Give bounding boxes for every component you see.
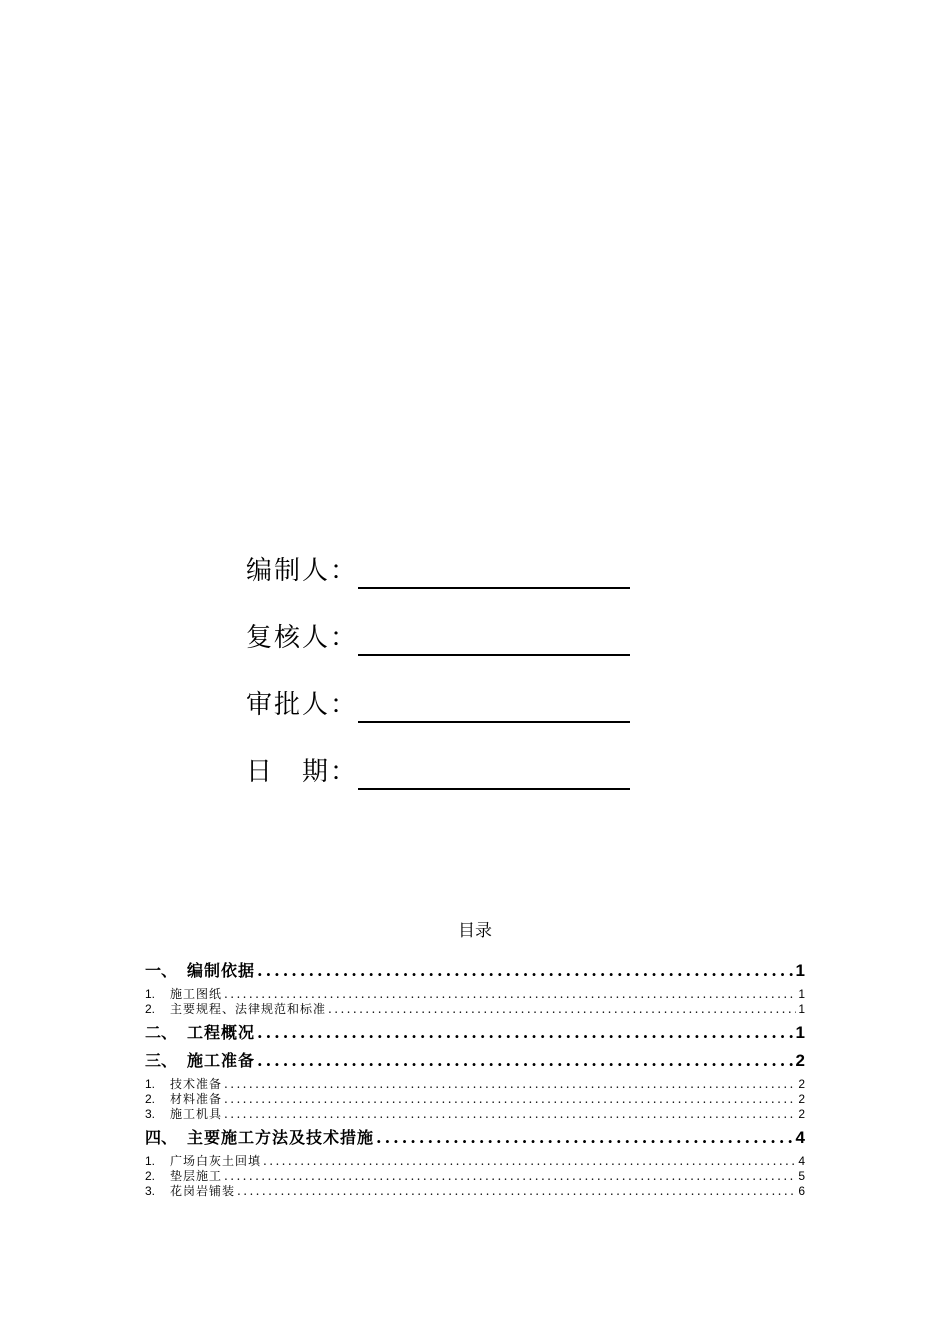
toc-item[interactable]: [145, 1169, 805, 1184]
toc-item-title: 垫层施工: [170, 1169, 223, 1183]
toc-section-4-items: [145, 1154, 805, 1199]
toc-page-number: 2: [795, 1051, 805, 1070]
toc-item-title: 施工机具: [170, 1107, 223, 1121]
toc-section-3-items: [145, 1077, 805, 1122]
toc-section-1[interactable]: [145, 959, 805, 983]
toc-item-title: 花岗岩铺装: [170, 1184, 236, 1198]
compiler-row: [246, 522, 630, 589]
toc-page-number: 6: [798, 1184, 805, 1198]
toc-page-number: 2: [798, 1077, 805, 1091]
toc-leader-dots: [257, 1049, 794, 1073]
reviewer-label: 复核人：: [246, 623, 359, 653]
date-label: 日 期：: [246, 757, 359, 787]
toc-item-title: 材料准备: [170, 1092, 223, 1106]
toc-section-4[interactable]: [145, 1126, 805, 1150]
toc-leader-dots: [224, 1077, 796, 1092]
toc-section-number: 四、: [145, 1128, 178, 1147]
toc-leader-dots: [257, 1021, 794, 1045]
toc-section-number: 二、: [145, 1023, 178, 1042]
toc-item-title: 施工图纸: [170, 987, 223, 1001]
signature-block: [246, 522, 630, 790]
table-of-contents: [145, 955, 805, 1201]
toc-leader-dots: [224, 1107, 796, 1122]
toc-item-number: 1.: [145, 987, 156, 1001]
toc-item[interactable]: [145, 1154, 805, 1169]
toc-item-number: 3.: [145, 1107, 156, 1121]
toc-item-number: 1.: [145, 1154, 156, 1168]
toc-item-number: 3.: [145, 1184, 156, 1198]
toc-page-number: 2: [798, 1092, 805, 1106]
toc-item-title: 技术准备: [170, 1077, 223, 1091]
toc-section-3[interactable]: [145, 1049, 805, 1073]
toc-page-number: 1: [798, 987, 805, 1001]
toc-leader-dots: [224, 1169, 796, 1184]
approver-signature-line: [358, 689, 630, 723]
toc-page-number: 4: [798, 1154, 805, 1168]
toc-section-title: 工程概况: [187, 1023, 256, 1042]
toc-item-number: 2.: [145, 1092, 156, 1106]
date-row: [246, 723, 630, 790]
toc-section-number: 三、: [145, 1051, 178, 1070]
reviewer-signature-line: [358, 622, 630, 656]
toc-item-title: 主要规程、法律规范和标准: [170, 1002, 327, 1016]
toc-item[interactable]: [145, 1107, 805, 1122]
toc-leader-dots: [237, 1184, 796, 1199]
toc-section-1-items: [145, 987, 805, 1017]
toc-page-number: 1: [798, 1002, 805, 1016]
compiler-signature-line: [358, 555, 630, 589]
toc-leader-dots: [263, 1154, 796, 1169]
toc-item-number: 2.: [145, 1002, 156, 1016]
toc-leader-dots: [328, 1002, 796, 1017]
toc-item[interactable]: [145, 987, 805, 1002]
toc-page-number: 2: [798, 1107, 805, 1121]
toc-item[interactable]: [145, 1092, 805, 1107]
approver-row: [246, 656, 630, 723]
toc-section-title: 施工准备: [187, 1051, 256, 1070]
compiler-label: 编制人：: [246, 556, 359, 586]
reviewer-row: [246, 589, 630, 656]
toc-section-title: 编制依据: [187, 961, 256, 980]
toc-item-number: 1.: [145, 1077, 156, 1091]
toc-title: 目录: [458, 921, 492, 941]
toc-leader-dots: [257, 959, 794, 983]
toc-item[interactable]: [145, 1184, 805, 1199]
toc-page-number: 1: [795, 961, 805, 980]
toc-leader-dots: [224, 987, 796, 1002]
toc-item[interactable]: [145, 1077, 805, 1092]
toc-page-number: 1: [795, 1023, 805, 1042]
date-signature-line: [358, 756, 630, 790]
approver-label: 审批人：: [246, 690, 359, 720]
toc-item-number: 2.: [145, 1169, 156, 1183]
toc-section-2[interactable]: [145, 1021, 805, 1045]
toc-section-title: 主要施工方法及技术措施: [187, 1128, 375, 1147]
toc-page-number: 5: [798, 1169, 805, 1183]
toc-leader-dots: [224, 1092, 796, 1107]
toc-section-number: 一、: [145, 961, 178, 980]
toc-page-number: 4: [795, 1128, 805, 1147]
toc-leader-dots: [376, 1126, 794, 1150]
toc-item[interactable]: [145, 1002, 805, 1017]
toc-item-title: 广场白灰土回填: [170, 1154, 262, 1168]
